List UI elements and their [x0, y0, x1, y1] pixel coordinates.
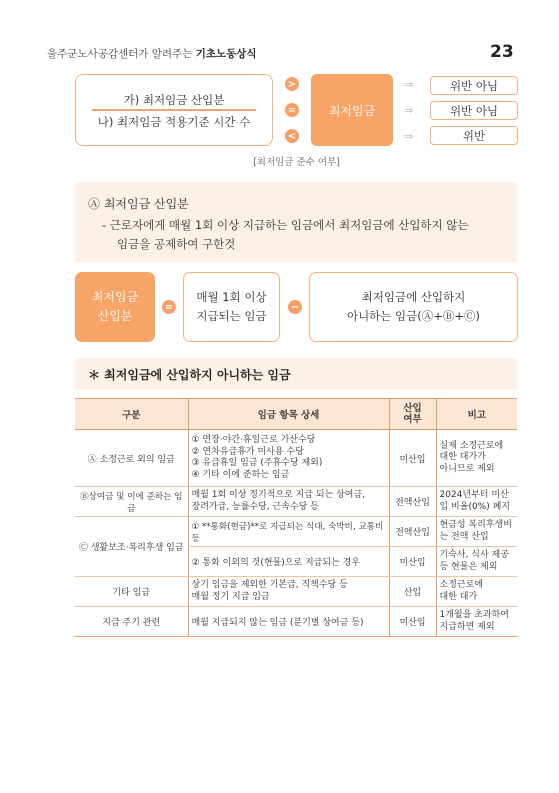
detail-line: ③ 유급휴일 임금 (주휴수당 제외): [191, 458, 323, 468]
monthly-wage-line: 지급되는 임금: [196, 309, 267, 323]
column-header-line: 여부: [403, 414, 422, 425]
note-line: 소정근로에: [439, 580, 483, 590]
monthly-wage-line: 매월 1회 이상: [196, 290, 267, 304]
excluded-wage-line: 아니하는 임금(Ⓐ+Ⓑ+Ⓒ): [346, 309, 481, 323]
category-cell: 지급 주기 관련: [75, 607, 188, 637]
explanation-line: - 근로자에게 매월 1회 이상 지급하는 임금에서 최저임금에 산입하지 않는: [102, 218, 469, 232]
note-line: 실제 소정근로에: [439, 440, 504, 451]
column-header: 임금 항목 상세: [188, 399, 389, 430]
column-header: 비고: [436, 399, 517, 430]
result-not-violation: 위반 아님: [430, 101, 518, 120]
detail-line: ④ 기타 이에 준하는 임금: [191, 469, 290, 480]
excluded-wage-box: [309, 272, 518, 342]
arrow-icon: ⇒: [404, 104, 414, 117]
detail-line: ① 연장·야간·휴일근로 가산수당: [191, 435, 316, 445]
note-cell: [436, 517, 517, 547]
monthly-wage-box: [183, 272, 280, 342]
fraction-denominator: 나) 최저임금 적용기준 시간 수: [97, 115, 251, 129]
detail-cell: [188, 577, 389, 607]
explanation-title: Ⓐ 최저임금 산입분: [88, 197, 189, 211]
note-cell: [436, 607, 517, 637]
category-cell: Ⓒ 생활보조·복리후생 임금: [75, 517, 188, 577]
status-cell: 미산입: [389, 430, 436, 487]
detail-line: 매월 1회 이상 정기적으로 지급 되는 상여금,: [191, 490, 366, 500]
note-line: 는 전액 산입: [439, 531, 489, 542]
detail-line: ② 연차유급휴가 미사용 수당: [191, 446, 304, 457]
section-title: ＊ 최저임금에 산입하지 아니하는 임금: [88, 368, 291, 382]
page-number: 23: [490, 42, 514, 62]
note-line: 기숙사, 식사 제공: [439, 550, 509, 560]
header-series: 울주군노사공감센터가 알려주는: [47, 48, 193, 60]
equals-badge: =: [162, 300, 176, 314]
category-cell: 기타 임금: [75, 577, 188, 607]
included-wage-line: 산입분: [97, 309, 133, 323]
arrow-icon: ⇒: [404, 78, 414, 91]
note-line: 등 현물은 제외: [439, 561, 498, 572]
column-header-line: 산입: [403, 403, 422, 414]
detail-cell: ② 통화 이외의 것(현물)으로 지급되는 경우: [188, 547, 389, 577]
included-wage-line: 최저임금: [91, 290, 139, 304]
status-cell: 미산입: [389, 607, 436, 637]
greater-than-badge: >: [285, 77, 299, 91]
table-row: [75, 577, 517, 607]
result-not-violation: 위반 아님: [430, 76, 518, 95]
column-header: 구분: [75, 399, 188, 430]
arrow-icon: ⇒: [404, 130, 414, 143]
note-cell: [436, 487, 517, 517]
note-cell: [436, 547, 517, 577]
fraction-numerator: 가) 최저임금 산입분: [123, 93, 225, 107]
header-title: 기초노동상식: [195, 48, 257, 60]
status-cell: 전액산입: [389, 487, 436, 517]
excluded-wage-line: 최저임금에 산입하지: [361, 290, 466, 304]
diagram-caption: [최저임금 준수 여부]: [253, 157, 340, 168]
detail-line: 장려가급, 능률수당, 근속수당 등: [191, 501, 319, 512]
minus-badge: −: [288, 300, 302, 314]
column-header: [389, 399, 436, 430]
note-line: 입 비율(0%) 폐지: [439, 501, 510, 512]
detail-cell: [188, 487, 389, 517]
result-violation: 위반: [430, 126, 518, 145]
note-line: 현금성 복리후생비: [439, 520, 512, 530]
note-cell: [436, 577, 517, 607]
note-line: 아니므로 제외: [439, 463, 495, 474]
equals-badge: =: [285, 103, 299, 117]
status-cell: 전액산입: [389, 517, 436, 547]
note-line: 1개월을 초과하여: [439, 610, 509, 620]
less-than-badge: <: [285, 129, 299, 143]
fraction-bar: [92, 109, 256, 111]
detail-cell: 매월 지급되지 않는 임금 (분기별 상여금 등): [188, 607, 389, 637]
status-cell: 산입: [389, 577, 436, 607]
table-row: [75, 517, 517, 547]
excluded-wage-table: [75, 398, 517, 637]
note-line: 대한 대가가: [439, 452, 486, 463]
note-line: 지급하면 제외: [439, 621, 495, 632]
explanation-line: 임금을 공제하여 구한것: [117, 237, 236, 251]
minimum-wage-label: 최저임금: [328, 103, 376, 118]
page-header: [47, 46, 257, 61]
minimum-wage-box: [311, 74, 393, 146]
note-cell: [436, 430, 517, 487]
detail-cell: [188, 430, 389, 487]
detail-line: 상기 임금을 제외한 기본급, 직책수당 등: [191, 580, 348, 590]
detail-line: 매월 정기 지급 임금: [191, 591, 270, 602]
included-wage-box: [75, 272, 155, 342]
category-cell: Ⓐ 소정근로 외의 임금: [75, 430, 188, 487]
table-header-row: [75, 399, 517, 430]
category-cell: Ⓑ상여금 및 이에 준하는 임금: [75, 487, 188, 517]
detail-cell: ① **통화(현금)**로 지급되는 식대, 숙박비, 교통비 등: [188, 517, 389, 547]
note-line: 대한 대가: [439, 591, 478, 602]
table-row: [75, 487, 517, 517]
table-row: [75, 607, 517, 637]
table-row: [75, 430, 517, 487]
status-cell: 미산입: [389, 547, 436, 577]
note-line: 2024년부터 미산: [439, 490, 509, 500]
